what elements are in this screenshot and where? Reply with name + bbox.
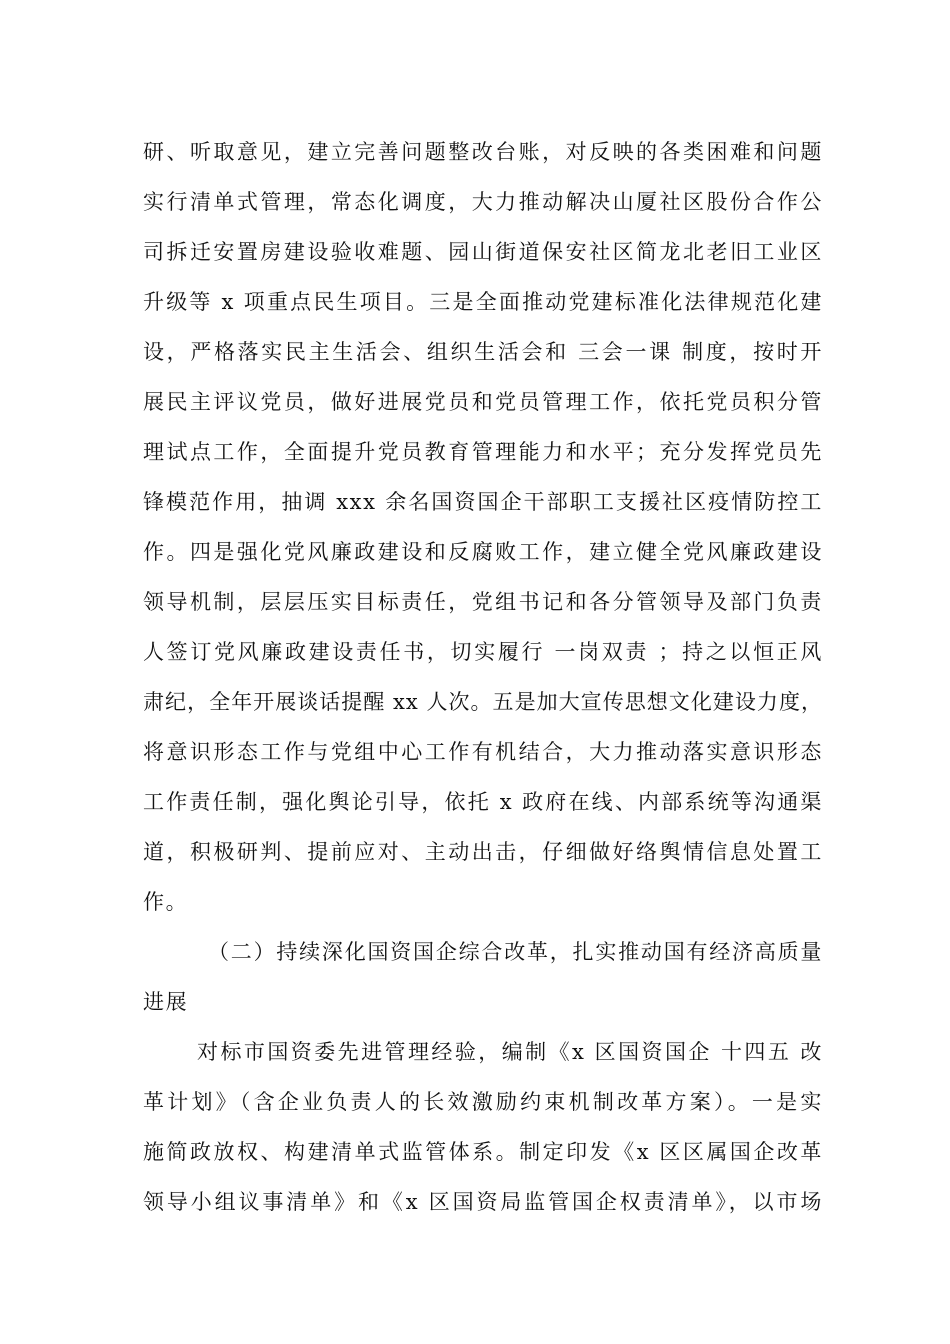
body-text-line: 展民主评议党员，做好进展党员和党员管理工作，依托党员积分管 <box>143 390 823 414</box>
body-text-line: 将意识形态工作与党组中心工作有机结合，大力推动落实意识形态 <box>143 740 823 764</box>
body-text-line: 道，积极研判、提前应对、主动出击，仔细做好络舆情信息处置工 <box>143 840 823 864</box>
body-text-line: 工作责任制，强化舆论引导，依托 x 政府在线、内部系统等沟通渠 <box>143 790 823 814</box>
body-text-line: 研、听取意见，建立完善问题整改台账，对反映的各类困难和问题 <box>143 140 823 164</box>
body-text-line: 设，严格落实民主生活会、组织生活会和 三会一课 制度，按时开 <box>143 340 823 364</box>
body-text-line: 实行清单式管理，常态化调度，大力推动解决山厦社区股份合作公 <box>143 190 823 214</box>
paragraph-line: 领导小组议事清单》和《x 区国资局监管国企权责清单》，以市场 <box>143 1190 823 1214</box>
body-text-line: 锋模范作用，抽调 xxx 余名国资国企干部职工支援社区疫情防控工 <box>143 490 823 514</box>
body-text-line: 司拆迁安置房建设验收难题、园山街道保安社区简龙北老旧工业区 <box>143 240 823 264</box>
body-text-line: 作。四是强化党风廉政建设和反腐败工作，建立健全党风廉政建设 <box>143 540 823 564</box>
body-text-line: 理试点工作，全面提升党员教育管理能力和水平；充分发挥党员先 <box>143 440 823 464</box>
body-text-line: 作。 <box>143 890 189 914</box>
body-text-line: 领导机制，层层压实目标责任，党组书记和各分管领导及部门负责 <box>143 590 823 614</box>
paragraph-line: 对标市国资委先进管理经验，编制《x 区国资国企 十四五 改 <box>197 1040 823 1064</box>
paragraph-line: 施简政放权、构建清单式监管体系。制定印发《x 区区属国企改革 <box>143 1140 823 1164</box>
body-text-line: 升级等 x 项重点民生项目。三是全面推动党建标准化法律规范化建 <box>143 290 823 314</box>
body-text-line: 肃纪，全年开展谈话提醒 xx 人次。五是加大宣传思想文化建设力度， <box>143 690 823 714</box>
section-heading-continuation: 进展 <box>143 990 189 1014</box>
body-text-line: 人签订党风廉政建设责任书，切实履行 一岗双责 ；持之以恒正风 <box>143 640 823 664</box>
paragraph-line: 革计划》（含企业负责人的长效激励约束机制改革方案）。一是实 <box>143 1090 823 1114</box>
section-heading: （二）持续深化国资国企综合改革，扎实推动国有经济高质量 <box>208 940 823 964</box>
